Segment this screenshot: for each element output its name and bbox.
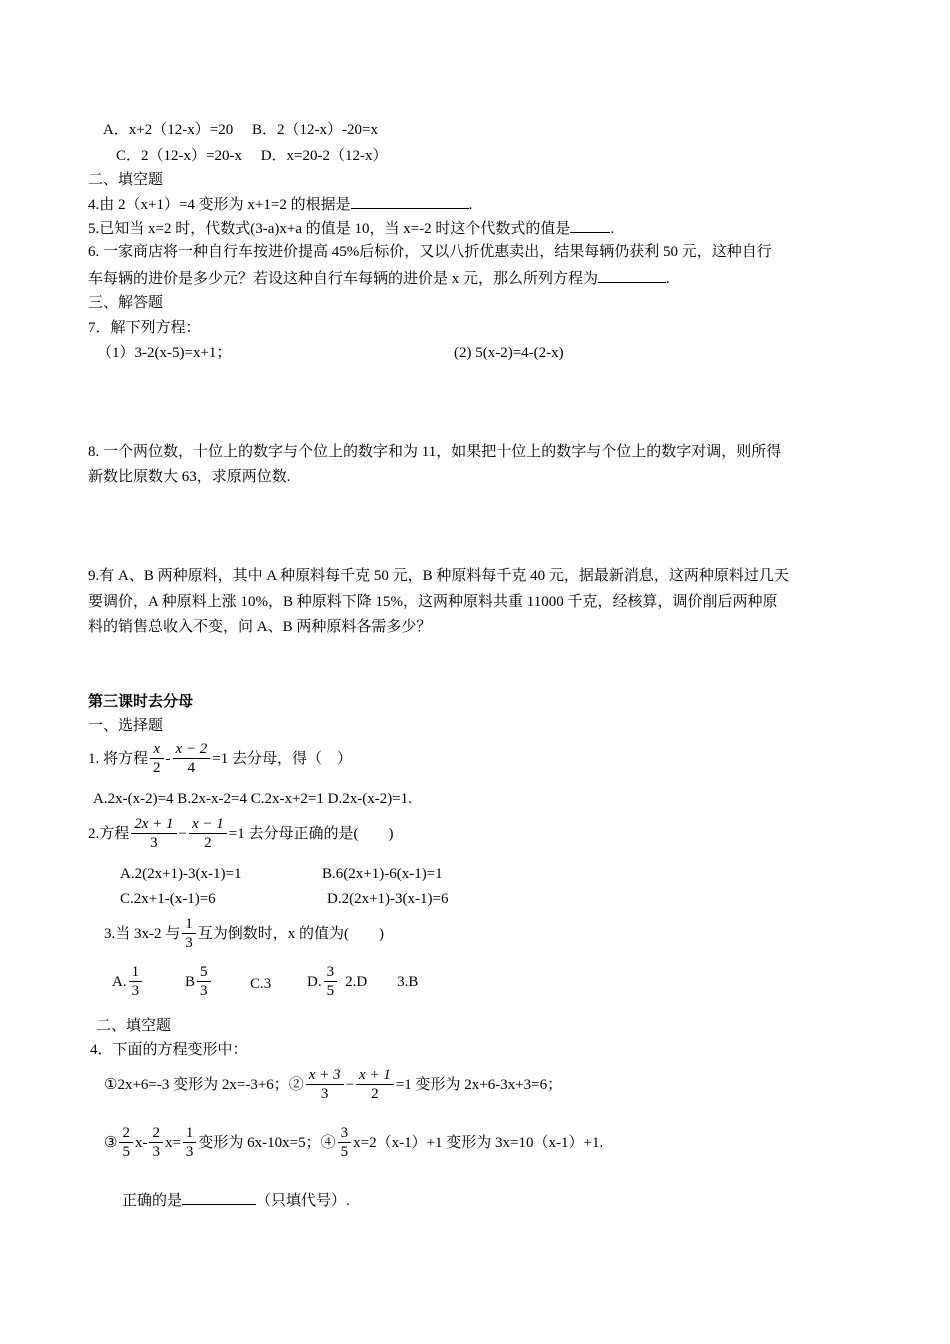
- fraction: $\frac{x}{2}$: [150, 740, 164, 777]
- q4-transform-line-1: ①2x+6=-3 变形为 2x=-3+6；② $\frac{x + 3}{3}$ − $\frac{x + 1}{2}$ =1 变形为 2x+6-3x+3=6；: [104, 1067, 563, 1102]
- q2-option-c: C.2x+1-(x-1)=6: [120, 891, 216, 907]
- fill-heading: 二、填空题: [88, 172, 164, 188]
- period: .: [610, 221, 615, 237]
- question-6-line-2: [88, 268, 670, 289]
- question-7: 7．解下列方程：: [88, 320, 201, 336]
- q3-option-d: D. $\frac{3}{5}$ 2.D 3.B: [307, 964, 419, 999]
- lesson3-question-1: [88, 740, 352, 777]
- options-line-1: A．x+2（12-x）=20 B．2（12-x）-20=x: [103, 122, 378, 138]
- question-7-part-2: (2) 5(x-2)=4-(2-x): [454, 345, 564, 361]
- question-9-line-3: 料的销售总收入不变，问 A、B 两种原料各需多少？: [88, 619, 432, 635]
- q4-transform-line-2: ③ $\frac{2}{5}$ x- $\frac{2}{3}$ x= $\frac{1}{3}$ 变形为 6x-10x=5；④ $\frac{3}{5}$ x=2（x-1）+1 变形为 3x=10（x-1）+1.: [104, 1125, 604, 1160]
- q4-answer: 正确的是 （只填代号）.: [122, 1190, 350, 1211]
- q2-option-d: D.2(2x+1)-3(x-1)=6: [327, 891, 449, 907]
- fraction: $\frac{1}{3}$: [182, 915, 196, 952]
- question-8-line-2: 新数比原数大 63，求原两位数.: [88, 469, 291, 485]
- period: .: [666, 271, 670, 287]
- question-9-line-2: 要调价，A 种原料上涨 10%，B 种原料下降 15%，这两种原料共重 11000 千克，经核算，调价削后两种原: [88, 594, 778, 610]
- question-5: [88, 218, 614, 239]
- q1-options: A.2x-(x-2)=4 B.2x-x-2=4 C.2x-x+2=1 D.2x-(x-2)=1.: [93, 791, 412, 807]
- answer-blank: [598, 268, 666, 283]
- lesson3-question-3: [104, 915, 384, 952]
- q1-prefix: 1. 将方程: [88, 750, 149, 767]
- fraction: $\frac{x - 2}{4}$: [173, 740, 211, 777]
- question-4: [88, 194, 472, 215]
- q3-option-b: B $\frac{5}{3}$: [185, 963, 213, 1000]
- q3-option-a: A. $\frac{1}{3}$: [112, 963, 144, 1000]
- choice-heading: 一、选择题: [88, 718, 164, 734]
- q2-prefix: 2.方程: [88, 825, 130, 842]
- minus-sign: -: [165, 750, 171, 767]
- solve-heading: 三、解答题: [88, 295, 164, 311]
- q2-suffix: =1 去分母正确的是( ): [228, 825, 394, 842]
- q3-prefix: 3.当 3x-2 与: [104, 925, 181, 942]
- q3-suffix: 互为倒数时，x 的值为( ): [197, 925, 384, 942]
- lesson3-question-2: [88, 815, 394, 852]
- q2-option-a: A.2(2x+1)-3(x-1)=1: [120, 866, 242, 882]
- fraction: $\frac{2x + 1}{3}$: [131, 815, 176, 852]
- answer-blank: [351, 194, 469, 209]
- question-7-part-1: （1）3-2(x-5)=x+1；: [97, 345, 232, 361]
- q2-option-b: B.6(2x+1)-6(x-1)=1: [322, 866, 443, 882]
- options-line-2: C．2（12-x）=20-x D．x=20-2（12-x）: [116, 148, 388, 164]
- q1-suffix: =1 去分母，得（ ）: [212, 750, 353, 767]
- fill-heading-2: 二、填空题: [96, 1018, 172, 1034]
- lesson3-question-4: 4．下面的方程变形中：: [90, 1042, 248, 1058]
- period: .: [468, 197, 473, 213]
- question-9-line-1: 9.有 A、B 两种原料，其中 A 种原料每千克 50 元，B 种原料每千克 40 元，据最新消息，这两种原料过几天: [88, 568, 789, 584]
- lesson-title: 第三课时去分母: [88, 694, 194, 710]
- answer-text: 2.D 3.B: [345, 973, 419, 990]
- question-8-line-1: 8. 一个两位数，十位上的数字与个位上的数字和为 11，如果把十位上的数字与个位上的数字对调，则所得: [88, 444, 782, 460]
- minus-sign: −: [178, 825, 188, 842]
- q3-option-c: C.3: [250, 976, 272, 992]
- question-4-text: 4.由 2（x+1）=4 变形为 x+1=2 的根据是: [88, 197, 351, 213]
- question-5-text: 5.已知当 x=2 时，代数式(3-a)x+a 的值是 10，当 x=-2 时这个代数式的值是: [88, 221, 571, 237]
- fraction: $\frac{x - 1}{2}$: [189, 815, 227, 852]
- question-6-line-1: 6. 一家商店将一种自行车按进价提高 45%后标价，又以八折优惠卖出，结果每辆仍获利 50 元，这种自行: [88, 244, 772, 260]
- answer-blank: [570, 218, 610, 233]
- question-6-text: 车每辆的进价是多少元？若设这种自行车每辆的进价是 x 元，那么所列方程为: [88, 271, 599, 287]
- answer-blank: [182, 1190, 256, 1205]
